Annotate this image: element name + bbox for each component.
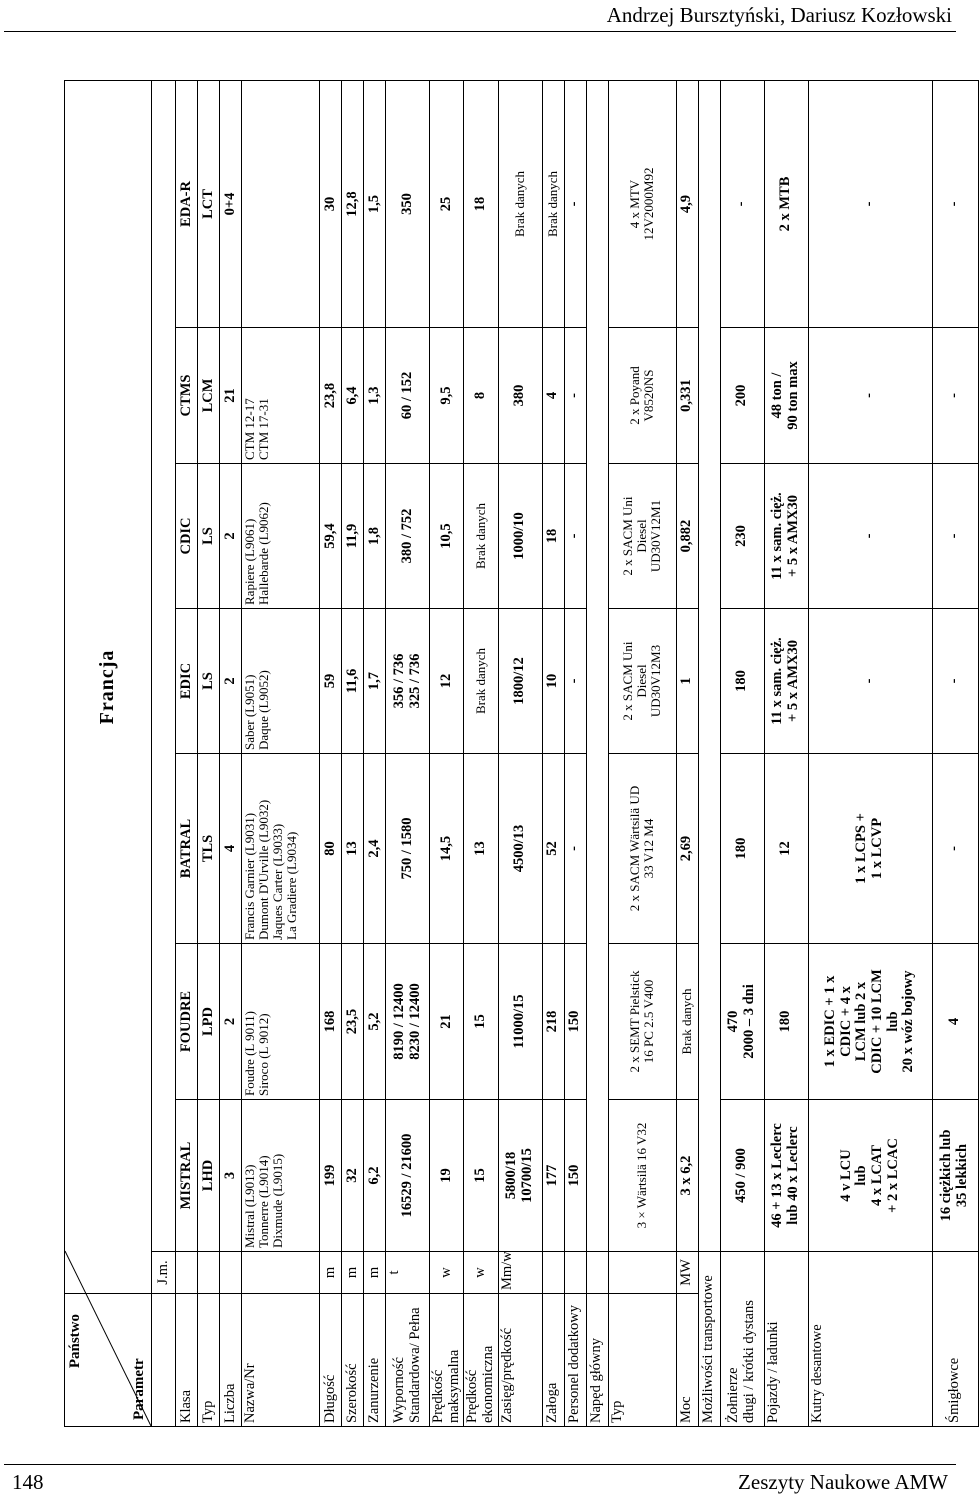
cell-smiglowce (932, 944, 978, 1100)
cell-typ: LPD (198, 944, 220, 1100)
cell-zanurzenie: 1,5 (364, 80, 386, 327)
corner-parameter-label: Parametr (130, 1358, 147, 1420)
value-line: 46 + 13 x Leclerc (769, 1123, 786, 1228)
value-line: 12V2000M92 (641, 167, 657, 241)
cell-moc: 2,69 (676, 754, 698, 944)
cell-moc: 1 (676, 609, 698, 754)
label-line: Standardowa/ Pełna (406, 1307, 423, 1423)
value-line: 4 x LCAT (869, 1145, 886, 1206)
cell-naped-typ (608, 464, 676, 609)
value-line: 11 x sam. cięż. (769, 637, 786, 725)
cell-predkosc-ekon: 15 (464, 944, 498, 1100)
unit-cell: t (386, 1252, 430, 1294)
cell-predkosc-ekon: Brak danych (464, 609, 498, 754)
cell-smiglowce (932, 328, 978, 464)
cell-moc: 0,331 (676, 328, 698, 464)
header-rule (4, 31, 956, 32)
cell-pojazdy (764, 609, 808, 754)
value-line: - (946, 393, 963, 398)
cell-zanurzenie: 1,7 (364, 609, 386, 754)
row-label-smiglowce: Śmigłowce (932, 1252, 978, 1427)
cell-predkosc-max: 9,5 (430, 328, 464, 464)
unit-cell (608, 1252, 676, 1294)
value-line: CDIC + 10 LCM (869, 969, 886, 1074)
name-line: Daque (L9052) (256, 670, 272, 750)
cell-zaloga: 10 (542, 609, 564, 754)
empty-cell (586, 80, 608, 1251)
cell-szerokosc: 13 (342, 754, 364, 944)
corner-country-label: Państwo (67, 1314, 83, 1369)
name-line: Mistral (L9013) (242, 1164, 257, 1248)
cell-personel: 150 (564, 1100, 586, 1252)
cell-liczba: 0+4 (220, 80, 242, 327)
unit-cell (198, 1252, 220, 1294)
ship-name: CTMS (176, 328, 198, 464)
name-line: La Gradiere (L9034) (284, 831, 300, 940)
cell-zasieg (498, 754, 542, 944)
cell-wypornosc (386, 328, 430, 464)
value-line: LCM lub 2 x (853, 981, 870, 1062)
cell-dlugosc: 59,4 (320, 464, 342, 609)
cell-liczba: 3 (220, 1100, 242, 1252)
row-label-szerokosc: Szerokość (342, 1294, 364, 1427)
cell-kutry (808, 1100, 932, 1252)
cell-predkosc-max: 21 (430, 944, 464, 1100)
name-line: CTM 17-31 (256, 398, 272, 460)
row-label-wypornosc (386, 1294, 430, 1427)
empty-cell (152, 1294, 176, 1427)
cell-zasieg (498, 944, 542, 1100)
ship-name: CDIC (176, 464, 198, 609)
cell-typ: LS (198, 464, 220, 609)
value-line: 180 (733, 837, 750, 860)
cell-predkosc-ekon: 13 (464, 754, 498, 944)
cell-zaloga: 18 (542, 464, 564, 609)
row-label-naped: Napęd główny (586, 1294, 608, 1427)
value-line: 11 x sam. cięż. (769, 492, 786, 580)
value-line: + 5 x AMX30 (785, 495, 802, 577)
empty-cell (698, 80, 720, 1251)
cell-zolnierze (720, 328, 764, 464)
value-line: - (946, 533, 963, 539)
row-label-naped-typ: Typ (608, 1294, 676, 1427)
value-line: + 5 x AMX30 (785, 640, 802, 722)
cell-predkosc-max: 19 (430, 1100, 464, 1252)
value-line: Diesel (634, 664, 650, 698)
row-label-zolnierze (720, 1252, 764, 1427)
empty-cell (152, 80, 176, 1251)
value-line: 200 (733, 384, 750, 407)
cell-predkosc-max: 14,5 (430, 754, 464, 944)
value-line: + 2 x LCAC (884, 1138, 901, 1213)
running-header-authors: Andrzej Bursztyński, Dariusz Kozłowski (606, 3, 952, 27)
cell-typ: TLS (198, 754, 220, 944)
cell-predkosc-ekon: 8 (464, 328, 498, 464)
cell-zasieg (498, 328, 542, 464)
cell-dlugosc: 23,8 (320, 328, 342, 464)
cell-zasieg (498, 80, 542, 327)
cell-zanurzenie: 1,8 (364, 464, 386, 609)
value-line: 2 x SACM Uni (620, 496, 636, 576)
value-line: CDIC + 4 x (837, 986, 854, 1057)
cell-predkosc-ekon: Brak danych (464, 464, 498, 609)
cell-moc: 4,9 (676, 80, 698, 327)
name-line: Foudre (L 9011) (242, 1011, 257, 1096)
value-line: 470 (725, 1010, 742, 1033)
cell-wypornosc (386, 80, 430, 327)
value-line: 180 (777, 1010, 794, 1033)
cell-nazwa (242, 1100, 320, 1252)
cell-naped-typ (608, 609, 676, 754)
cell-nazwa (242, 328, 320, 464)
cell-smiglowce (932, 609, 978, 754)
value-line: 33 V12 M4 (641, 818, 657, 879)
value-line: 8190 / 12400 (390, 983, 407, 1060)
cell-kutry (808, 609, 932, 754)
unit-cell (242, 1252, 320, 1294)
value-line: lub (853, 1165, 870, 1186)
row-label-typ: Typ (198, 1294, 220, 1427)
value-line: 325 / 736 (406, 653, 423, 709)
unit-cell: m (320, 1252, 342, 1294)
value-line: 48 ton / (769, 372, 786, 419)
value-line: - (861, 201, 878, 207)
cell-smiglowce (932, 1100, 978, 1252)
ship-name: FOUDRE (176, 944, 198, 1100)
cell-predkosc-ekon: 18 (464, 80, 498, 327)
row-label-predkosc-max: Prędkość maksymalna (430, 1294, 464, 1427)
value-line: - (861, 678, 878, 684)
row-label-liczba: Liczba (220, 1294, 242, 1427)
cell-moc: Brak danych (676, 944, 698, 1100)
cell-typ: LHD (198, 1100, 220, 1252)
cell-kutry (808, 464, 932, 609)
row-label-zasieg: Zasięg/prędkość (498, 1294, 542, 1427)
value-line: - (946, 846, 963, 851)
cell-moc: 3 x 6,2 (676, 1100, 698, 1252)
unit-cell (176, 1252, 198, 1294)
cell-zanurzenie: 2,4 (364, 754, 386, 944)
name-line: Tonnerre (L9014) (256, 1155, 272, 1248)
cell-personel: - (564, 609, 586, 754)
ship-name: EDIC (176, 609, 198, 754)
value-line: - (946, 201, 963, 207)
cell-pojazdy (764, 944, 808, 1100)
value-line: UD30V12M3 (648, 644, 664, 718)
cell-zanurzenie: 1,3 (364, 328, 386, 464)
row-label-mozliwosci: Możliwości transportowe (698, 1252, 720, 1427)
cell-liczba: 2 (220, 609, 242, 754)
name-line: Dumont D'Urville (L9032) (256, 799, 272, 940)
cell-pojazdy (764, 80, 808, 327)
value-line: 2 x MTB (777, 176, 794, 232)
value-line: 2000 – 3 dni (741, 984, 758, 1059)
ship-name: BATRAL (176, 754, 198, 944)
cell-szerokosc: 32 (342, 1100, 364, 1252)
cell-typ: LCM (198, 328, 220, 464)
cell-zolnierze (720, 464, 764, 609)
value-line: 8230 / 12400 (406, 983, 423, 1060)
value-line: 11000/15 (511, 994, 528, 1049)
row-label-moc: Moc (676, 1294, 698, 1427)
cell-wypornosc (386, 609, 430, 754)
cell-zolnierze (720, 1100, 764, 1252)
cell-zolnierze (720, 944, 764, 1100)
cell-naped-typ (608, 80, 676, 327)
cell-predkosc-ekon: 15 (464, 1100, 498, 1252)
value-line: 1 x LCVP (869, 817, 886, 880)
value-line: 16 PC 2.5 V400 (641, 979, 657, 1064)
cell-zaloga: 177 (542, 1100, 564, 1252)
cell-szerokosc: 6,4 (342, 328, 364, 464)
row-label-personel: Personel dodatkowy (564, 1294, 586, 1427)
cell-predkosc-max: 10,5 (430, 464, 464, 609)
cell-wypornosc (386, 944, 430, 1100)
cell-szerokosc: 12,8 (342, 80, 364, 327)
value-line: 2 x SACM Uni (620, 641, 636, 721)
row-label-predkosc-ekon: Prędkość ekonomiczna (464, 1294, 498, 1427)
name-line: Hallebarde (L9062) (256, 502, 272, 605)
cell-personel: - (564, 328, 586, 464)
cell-liczba: 2 (220, 944, 242, 1100)
page-number: 148 (12, 1470, 44, 1494)
cell-wypornosc (386, 754, 430, 944)
cell-dlugosc: 168 (320, 944, 342, 1100)
cell-zaloga: 218 (542, 944, 564, 1100)
value-line: V8520NS (641, 369, 657, 422)
rotated-table-container (64, 81, 971, 1427)
cell-nazwa (242, 944, 320, 1100)
name-line: Rapiere (L9061) (242, 518, 257, 605)
value-line: 10700/15 (519, 1148, 536, 1203)
name-line: Francis Garnier (L9031) (242, 812, 257, 940)
row-label-klasa: Klasa (176, 1294, 198, 1427)
value-line: Brak danych (512, 170, 528, 238)
value-line: 3 × Wärtsilä 16 V32 (634, 1122, 650, 1229)
value-line: - (946, 678, 963, 684)
row-label-nazwa: Nazwa/Nr (242, 1294, 320, 1427)
ship-name: MISTRAL (176, 1100, 198, 1252)
row-label-dlugosc: Długość (320, 1294, 342, 1427)
cell-predkosc-max: 12 (430, 609, 464, 754)
cell-pojazdy (764, 464, 808, 609)
cell-zolnierze (720, 80, 764, 327)
value-line: 1000/10 (511, 512, 528, 560)
cell-dlugosc: 59 (320, 609, 342, 754)
value-line: Diesel (634, 519, 650, 553)
cell-typ: LCT (198, 80, 220, 327)
cell-smiglowce (932, 80, 978, 327)
ship-name: EDA-R (176, 80, 198, 327)
value-line: 4 x MTV (627, 179, 643, 229)
value-line: 16 ciężkich lub (938, 1129, 955, 1222)
cell-kutry (808, 328, 932, 464)
row-label-zaloga: Załoga (542, 1294, 564, 1427)
cell-naped-typ (608, 1100, 676, 1252)
name-line: CTM 12-17 (242, 398, 257, 460)
cell-personel: - (564, 464, 586, 609)
cell-zasieg (498, 464, 542, 609)
value-line: 90 ton max (785, 361, 802, 430)
country-header: Francja (65, 80, 152, 1293)
name-line: Jaques Carter (L9033) (270, 823, 286, 940)
cell-nazwa (242, 464, 320, 609)
cell-naped-typ (608, 754, 676, 944)
cell-pojazdy (764, 1100, 808, 1252)
value-line: 450 / 900 (733, 1148, 750, 1203)
value-line: 380 (511, 384, 528, 407)
unit-cell (586, 1252, 608, 1294)
value-line: 2 x SACM Wärtsilä UD (627, 785, 643, 912)
corner-header (65, 1294, 152, 1427)
label-line: Wyporność (390, 1357, 407, 1423)
value-line: - (861, 393, 878, 398)
cell-zaloga: 4 (542, 328, 564, 464)
unit-cell: Mm/w (498, 1252, 542, 1294)
name-line: Siroco (L 9012) (256, 1013, 272, 1096)
cell-predkosc-max: 25 (430, 80, 464, 327)
value-line: - (733, 201, 750, 207)
cell-dlugosc: 199 (320, 1100, 342, 1252)
cell-smiglowce (932, 464, 978, 609)
cell-liczba: 21 (220, 328, 242, 464)
value-line: lub 40 x Leclerc (785, 1126, 802, 1225)
name-line: Dixmude (L9015) (270, 1153, 286, 1248)
value-line: 4 v LCU (837, 1149, 854, 1202)
ship-parameters-table (64, 80, 979, 1427)
unit-cell: w (430, 1252, 464, 1294)
cell-kutry (808, 80, 932, 327)
row-label-zanurzenie: Zanurzenie (364, 1294, 386, 1427)
value-line: 1800/12 (511, 657, 528, 705)
value-line: 230 (733, 525, 750, 547)
value-line: 2 x SEMT Pielstick (627, 970, 643, 1073)
cell-nazwa (242, 754, 320, 944)
value-line: 1 x LCPS + (853, 813, 870, 884)
cell-zolnierze (720, 609, 764, 754)
value-line: UD30V12M1 (648, 499, 664, 573)
cell-moc: 0,882 (676, 464, 698, 609)
unit-cell: m (364, 1252, 386, 1294)
cell-liczba: 4 (220, 754, 242, 944)
value-line: 4500/13 (511, 824, 528, 873)
value-line: 356 / 736 (390, 653, 407, 709)
unit-cell (564, 1252, 586, 1294)
value-line: 1 x EDIC + 1 x (822, 975, 839, 1068)
value-line: 16529 / 21600 (398, 1133, 415, 1218)
cell-nazwa (242, 609, 320, 754)
value-line: 12 (777, 841, 794, 856)
cell-zaloga: 52 (542, 754, 564, 944)
cell-naped-typ (608, 944, 676, 1100)
journal-title: Zeszyty Naukowe AMW (738, 1470, 948, 1494)
cell-personel: - (564, 80, 586, 327)
value-line: lub (884, 1011, 901, 1032)
cell-personel: 150 (564, 944, 586, 1100)
value-line: 350 (398, 193, 415, 215)
unit-cell: MW (676, 1252, 698, 1294)
cell-personel: - (564, 754, 586, 944)
cell-zolnierze (720, 754, 764, 944)
cell-dlugosc: 80 (320, 754, 342, 944)
cell-szerokosc: 11,9 (342, 464, 364, 609)
value-line: 750 / 1580 (398, 817, 415, 880)
cell-zasieg (498, 609, 542, 754)
value-line: 5800/18 (503, 1151, 520, 1200)
cell-typ: LS (198, 609, 220, 754)
label-line: długi / krótki dystans (741, 1300, 758, 1423)
value-line: 2 x Poyand (627, 366, 643, 425)
cell-zanurzenie: 5,2 (364, 944, 386, 1100)
cell-wypornosc (386, 1100, 430, 1252)
row-label-kutry: Kutry desantowe (808, 1252, 932, 1427)
value-line: 380 / 752 (398, 508, 415, 564)
unit-cell (220, 1252, 242, 1294)
unit-cell: m (342, 1252, 364, 1294)
cell-dlugosc: 30 (320, 80, 342, 327)
unit-header: J.m. (152, 1252, 176, 1294)
cell-szerokosc: 11,6 (342, 609, 364, 754)
cell-pojazdy (764, 328, 808, 464)
cell-naped-typ (608, 328, 676, 464)
cell-zanurzenie: 6,2 (364, 1100, 386, 1252)
unit-cell (542, 1252, 564, 1294)
cell-zasieg (498, 1100, 542, 1252)
value-line: 35 lekkich (954, 1143, 971, 1208)
value-line: 4 (946, 1017, 963, 1026)
cell-nazwa (242, 80, 320, 327)
cell-szerokosc: 23,5 (342, 944, 364, 1100)
unit-cell: w (464, 1252, 498, 1294)
cell-zaloga: Brak danych (542, 80, 564, 327)
row-label-pojazdy: Pojazdy / ładunki (764, 1252, 808, 1427)
footer-rule (4, 1464, 956, 1465)
cell-kutry (808, 754, 932, 944)
cell-liczba: 2 (220, 464, 242, 609)
label-line: Żołnierze (725, 1367, 742, 1423)
value-line: 180 (733, 670, 750, 692)
cell-kutry (808, 944, 932, 1100)
value-line: - (861, 533, 878, 539)
cell-pojazdy (764, 754, 808, 944)
cell-smiglowce (932, 754, 978, 944)
name-line: Saber (L9051) (242, 674, 257, 750)
value-line: 60 / 152 (398, 371, 415, 420)
cell-wypornosc (386, 464, 430, 609)
value-line: 20 x wóz bojowy (900, 970, 917, 1073)
